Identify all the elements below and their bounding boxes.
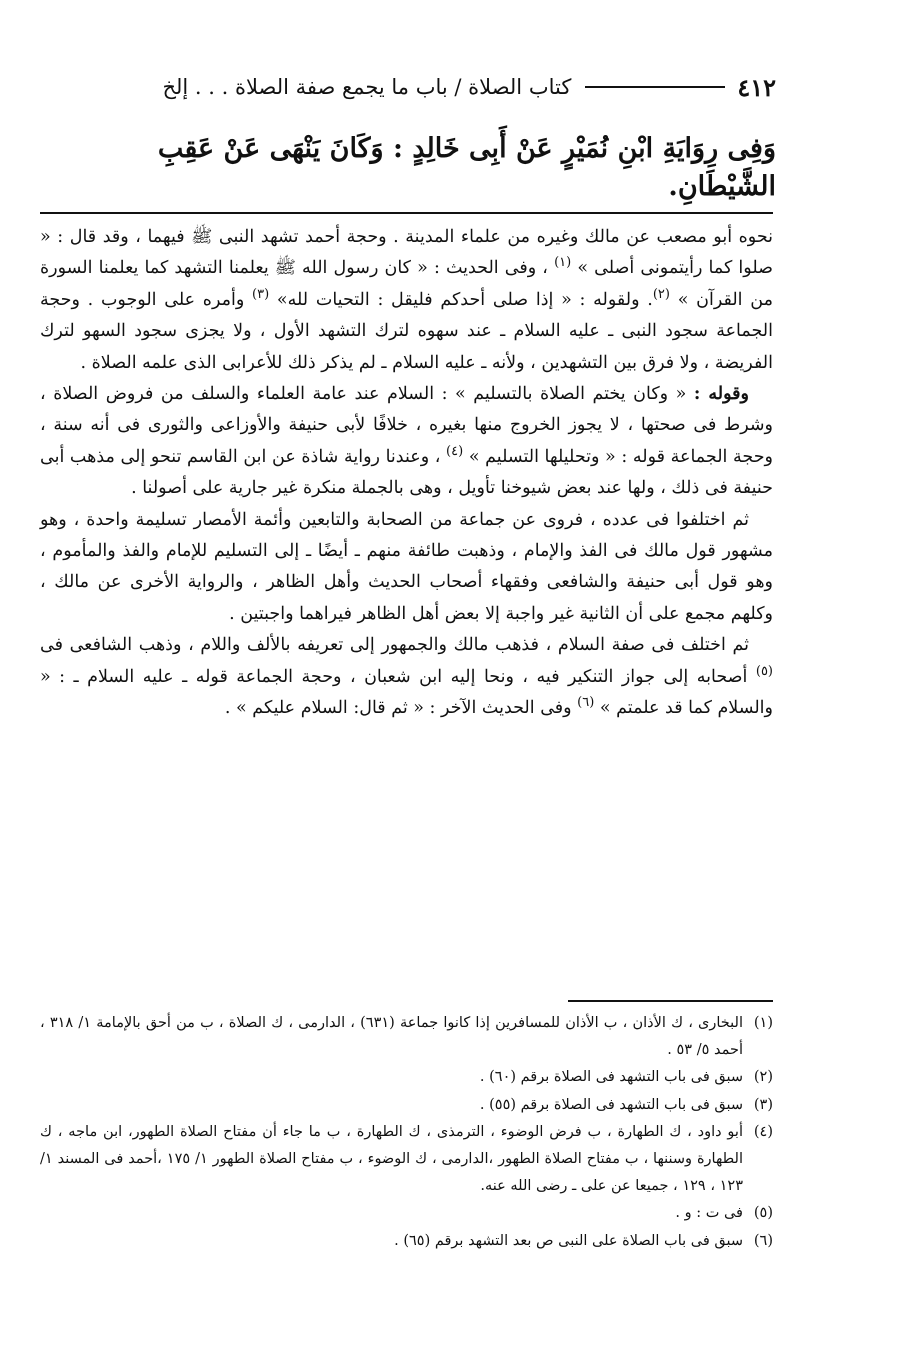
footnote bbox=[40, 1228, 773, 1255]
footnote-ref-1[interactable]: (١) bbox=[554, 255, 572, 271]
footnote bbox=[40, 1200, 773, 1227]
footnote-text: البخارى ، ك الأذان ، ب الأذان للمسافرين إذا كانوا جماعة (٦٣١) ، الدارمى ، ك الصلاة ، ب من أحق بالإمامة ١/ ٣١٨ ، أحمد ٥/ ٥٣ . bbox=[40, 1015, 743, 1059]
footnote-mark: (٦) bbox=[753, 1232, 773, 1249]
footnote-mark: (١) bbox=[753, 1015, 773, 1031]
hadith-text: وَفِى رِوَايَةِ ابْنِ نُمَيْرٍ عَنْ أَبِى خَالِدٍ : وَكَانَ يَنْهَى عَنْ عَقِبِ الشَّيْطَانِ. bbox=[157, 133, 776, 202]
footnotes bbox=[40, 1010, 773, 1255]
paragraph-text: . ولقوله : « إذا صلى أحدكم فليقل : التحيات لله» bbox=[276, 289, 653, 310]
paragraph-text: « وكان يختم الصلاة بالتسليم » : السلام عند عامة العلماء والسلف من فروض الصلاة ، وشرط فى صحتها ، لا يجوز الخروج منها بغيره ، خلافًا لأبى حنيفة والأوزاعى والثورى فى أنه سنة ، وحجة الجماعة قوله : « وتحليلها التسليم » bbox=[40, 384, 773, 467]
paragraph-text: نحوه أبو مصعب عن مالك وغيره من علماء المدينة . وحجة أحمد تشهد النبى ﷺ فيهما ، وقد قال : « صلوا كما رأيتمونى أصلى » bbox=[40, 227, 773, 279]
footnote bbox=[40, 1010, 773, 1064]
footnote-text: سبق فى باب التشهد فى الصلاة برقم (٦٠) . bbox=[479, 1069, 743, 1086]
footnote-ref-4[interactable]: (٤) bbox=[446, 444, 464, 460]
commentary-divider bbox=[40, 212, 773, 214]
footnote-text: سبق فى باب الصلاة على النبى ص بعد التشهد برقم (٦٥) . bbox=[394, 1232, 743, 1249]
commentary-paragraph-4 bbox=[40, 630, 773, 724]
commentary-paragraph-1 bbox=[40, 222, 773, 379]
commentary-body bbox=[40, 222, 773, 725]
commentary-paragraph-3: ثم اختلفوا فى عدده ، فروى عن جماعة من الصحابة والتابعين وأئمة الأمصار تسليمة واحدة ، وهو مشهور قول مالك فى الفذ والإمام ، وذهبت طائفة منهم ـ أيضًا ـ إلى التسليم للإمام والفذ والمأموم ، وهو قول أبى حنيفة والشافعى وفقهاء أصحاب الحديث وأهل الظاهر ، والرواية الأخرى عن مالك ، وكلهم مجمع على أن الثانية غير واجبة إلا بعض أهل الظاهر فيراهما واجبتين . bbox=[40, 509, 773, 624]
paragraph-text: وفى الحديث الآخر : « ثم قال: السلام عليكم » . bbox=[224, 698, 572, 719]
lemma-lead: وقوله : bbox=[693, 384, 749, 405]
paragraph-text: ، وعندنا رواية شاذة عن ابن القاسم تنحو إلى مذهب أبى حنيفة فى ذلك ، ولها عند بعض شيوخنا تأويل ، وهى بالجملة منكرة غير جارية على أصولنا . bbox=[40, 446, 773, 499]
footnote-ref-2[interactable]: (٢) bbox=[652, 286, 670, 302]
footnote-ref-5[interactable]: (٥) bbox=[755, 663, 773, 679]
footnote-text: أبو داود ، ك الطهارة ، ب فرض الوضوء ، الترمذى ، ك الطهارة ، ب ما جاء أن مفتاح الصلاة الطهور، ابن ماجه ، ك الطهارة وسننها ، ب مفتاح الصلاة الطهور ،الدارمى ، ك الوضوء ، ب مفتاح الصلاة الطهور ١/ ١٧٥ ،أحمد فى المسند ١/ ١٢٣ ، ١٢٩ ، جميعا عن على ـ رضى الله عنه. bbox=[40, 1123, 743, 1195]
footnote bbox=[40, 1092, 773, 1119]
footnote-ref-3[interactable]: (٣) bbox=[252, 286, 270, 302]
footnotes-divider bbox=[568, 1000, 773, 1002]
commentary-paragraph-2 bbox=[40, 379, 773, 505]
footnote-mark: (٥) bbox=[753, 1205, 773, 1222]
footnote-text: فى ت : و . bbox=[675, 1205, 743, 1222]
header-rule bbox=[585, 86, 725, 88]
paragraph-text: ، وفى الحديث : « كان رسول الله ﷺ يعلمنا التشهد كما يعلمنا السورة من القرآن » bbox=[40, 258, 773, 310]
page-number: ٤١٢ bbox=[737, 72, 776, 102]
footnote-mark: (٤) bbox=[753, 1123, 773, 1140]
footnote-mark: (٢) bbox=[753, 1069, 773, 1086]
running-title: كتاب الصلاة / باب ما يجمع صفة الصلاة . . . إلخ bbox=[162, 75, 572, 99]
running-head bbox=[40, 70, 776, 104]
footnote bbox=[40, 1119, 773, 1201]
paragraph-text: أصحابه إلى جواز التنكير فيه ، ونحا إليه ابن شعبان ، وحجة الجماعة قوله ـ عليه السلام ـ : « والسلام كما قد علمتم » bbox=[40, 666, 773, 719]
footnote-ref-6[interactable]: (٦) bbox=[577, 695, 595, 711]
footnote-mark: (٣) bbox=[753, 1096, 773, 1113]
paragraph-text: ثم اختلف فى صفة السلام ، فذهب مالك والجمهور إلى تعريفه بالألف واللام ، وذهب الشافعى فى bbox=[40, 635, 749, 656]
footnote bbox=[40, 1064, 773, 1091]
footnote-text: سبق فى باب التشهد فى الصلاة برقم (٥٥) . bbox=[479, 1096, 743, 1113]
paragraph-text: وأمره على الوجوب . وحجة الجماعة سجود النبى ـ عليه السلام ـ عند سهوه لترك التشهد الأول ، ولا يجزى سجود السهو لترك الفريضة ، ولا فرق بين التشهدين ، ولأنه ـ عليه السلام ـ لم يذكر ذلك للأعرابى الذى علمه الصلاة . bbox=[40, 289, 773, 373]
